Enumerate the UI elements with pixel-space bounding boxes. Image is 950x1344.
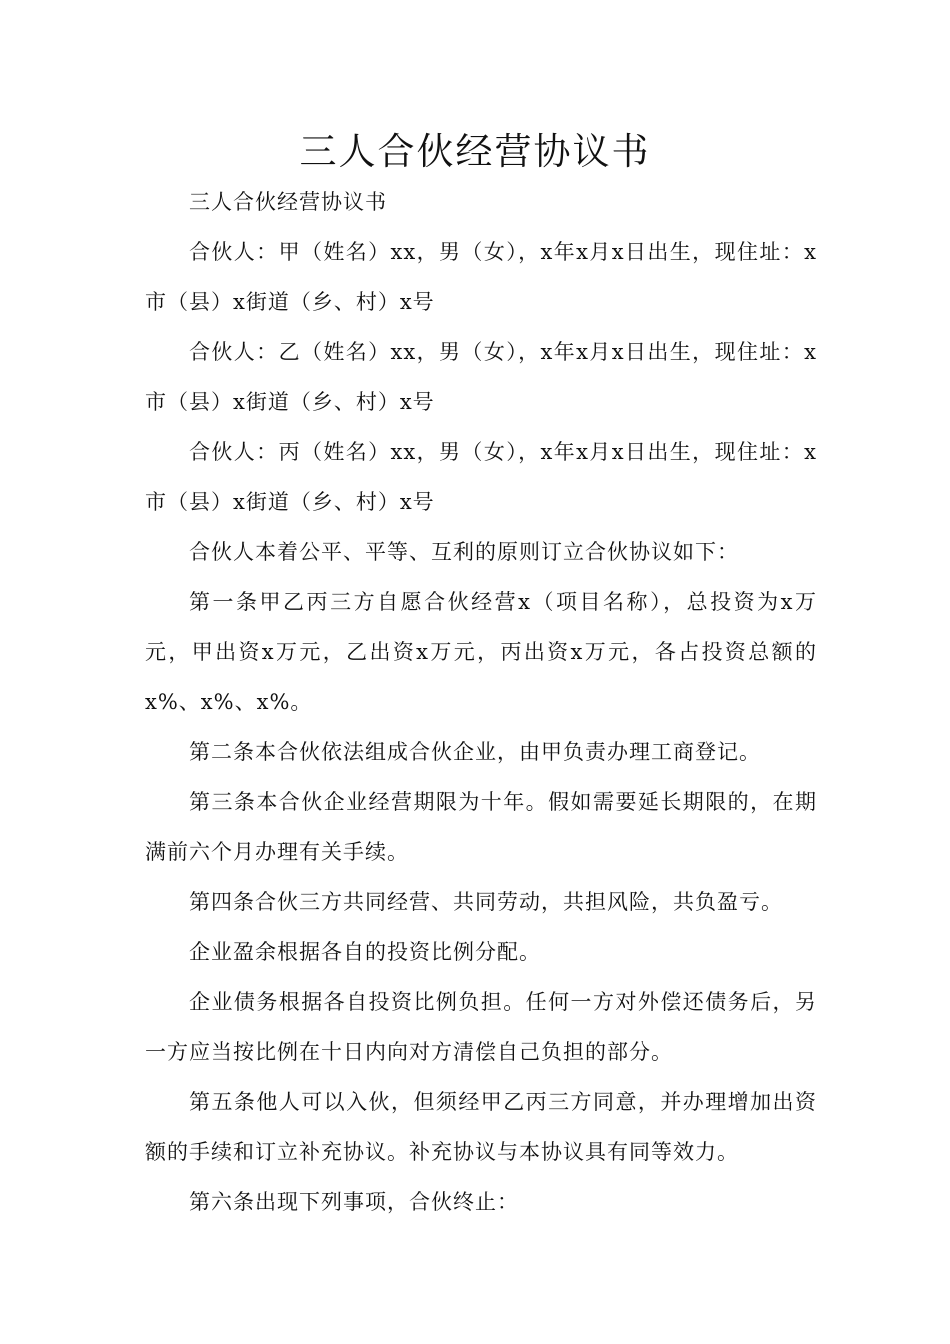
preamble-paragraph: 合伙人本着公平、平等、互利的原则订立合伙协议如下： <box>189 540 739 564</box>
article-1-paragraph: 第一条甲乙丙三方自愿合伙经营x（项目名称），总投资为x万元，甲出资x万元，乙出资x万元，丙出资x万元，各占投资总额的x%、x%、x%。 <box>145 590 817 714</box>
document-body <box>145 177 817 1227</box>
document-title: 三人合伙经营协议书 <box>299 130 651 173</box>
profit-paragraph: 企业盈余根据各自的投资比例分配。 <box>189 940 541 964</box>
subtitle-paragraph: 三人合伙经营协议书 <box>189 190 387 214</box>
article-5-paragraph: 第五条他人可以入伙，但须经甲乙丙三方同意，并办理增加出资额的手续和订立补充协议。补充协议与本协议具有同等效力。 <box>145 1090 817 1164</box>
article-3-paragraph: 第三条本合伙企业经营期限为十年。假如需要延长期限的，在期满前六个月办理有关手续。 <box>145 790 817 864</box>
partner-a-paragraph: 合伙人：甲（姓名）xx，男（女），x年x月x日出生，现住址：x市（县）x街道（乡、村）x号 <box>145 240 817 314</box>
partner-b-paragraph: 合伙人：乙（姓名）xx，男（女），x年x月x日出生，现住址：x市（县）x街道（乡、村）x号 <box>145 340 817 414</box>
article-6-paragraph: 第六条出现下列事项，合伙终止： <box>189 1190 519 1214</box>
debt-paragraph: 企业债务根据各自投资比例负担。任何一方对外偿还债务后，另一方应当按比例在十日内向对方清偿自己负担的部分。 <box>145 990 817 1064</box>
article-4-paragraph: 第四条合伙三方共同经营、共同劳动，共担风险，共负盈亏。 <box>189 890 783 914</box>
partner-c-paragraph: 合伙人：丙（姓名）xx，男（女），x年x月x日出生，现住址：x市（县）x街道（乡、村）x号 <box>145 440 817 514</box>
article-2-paragraph: 第二条本合伙依法组成合伙企业，由甲负责办理工商登记。 <box>189 740 761 764</box>
